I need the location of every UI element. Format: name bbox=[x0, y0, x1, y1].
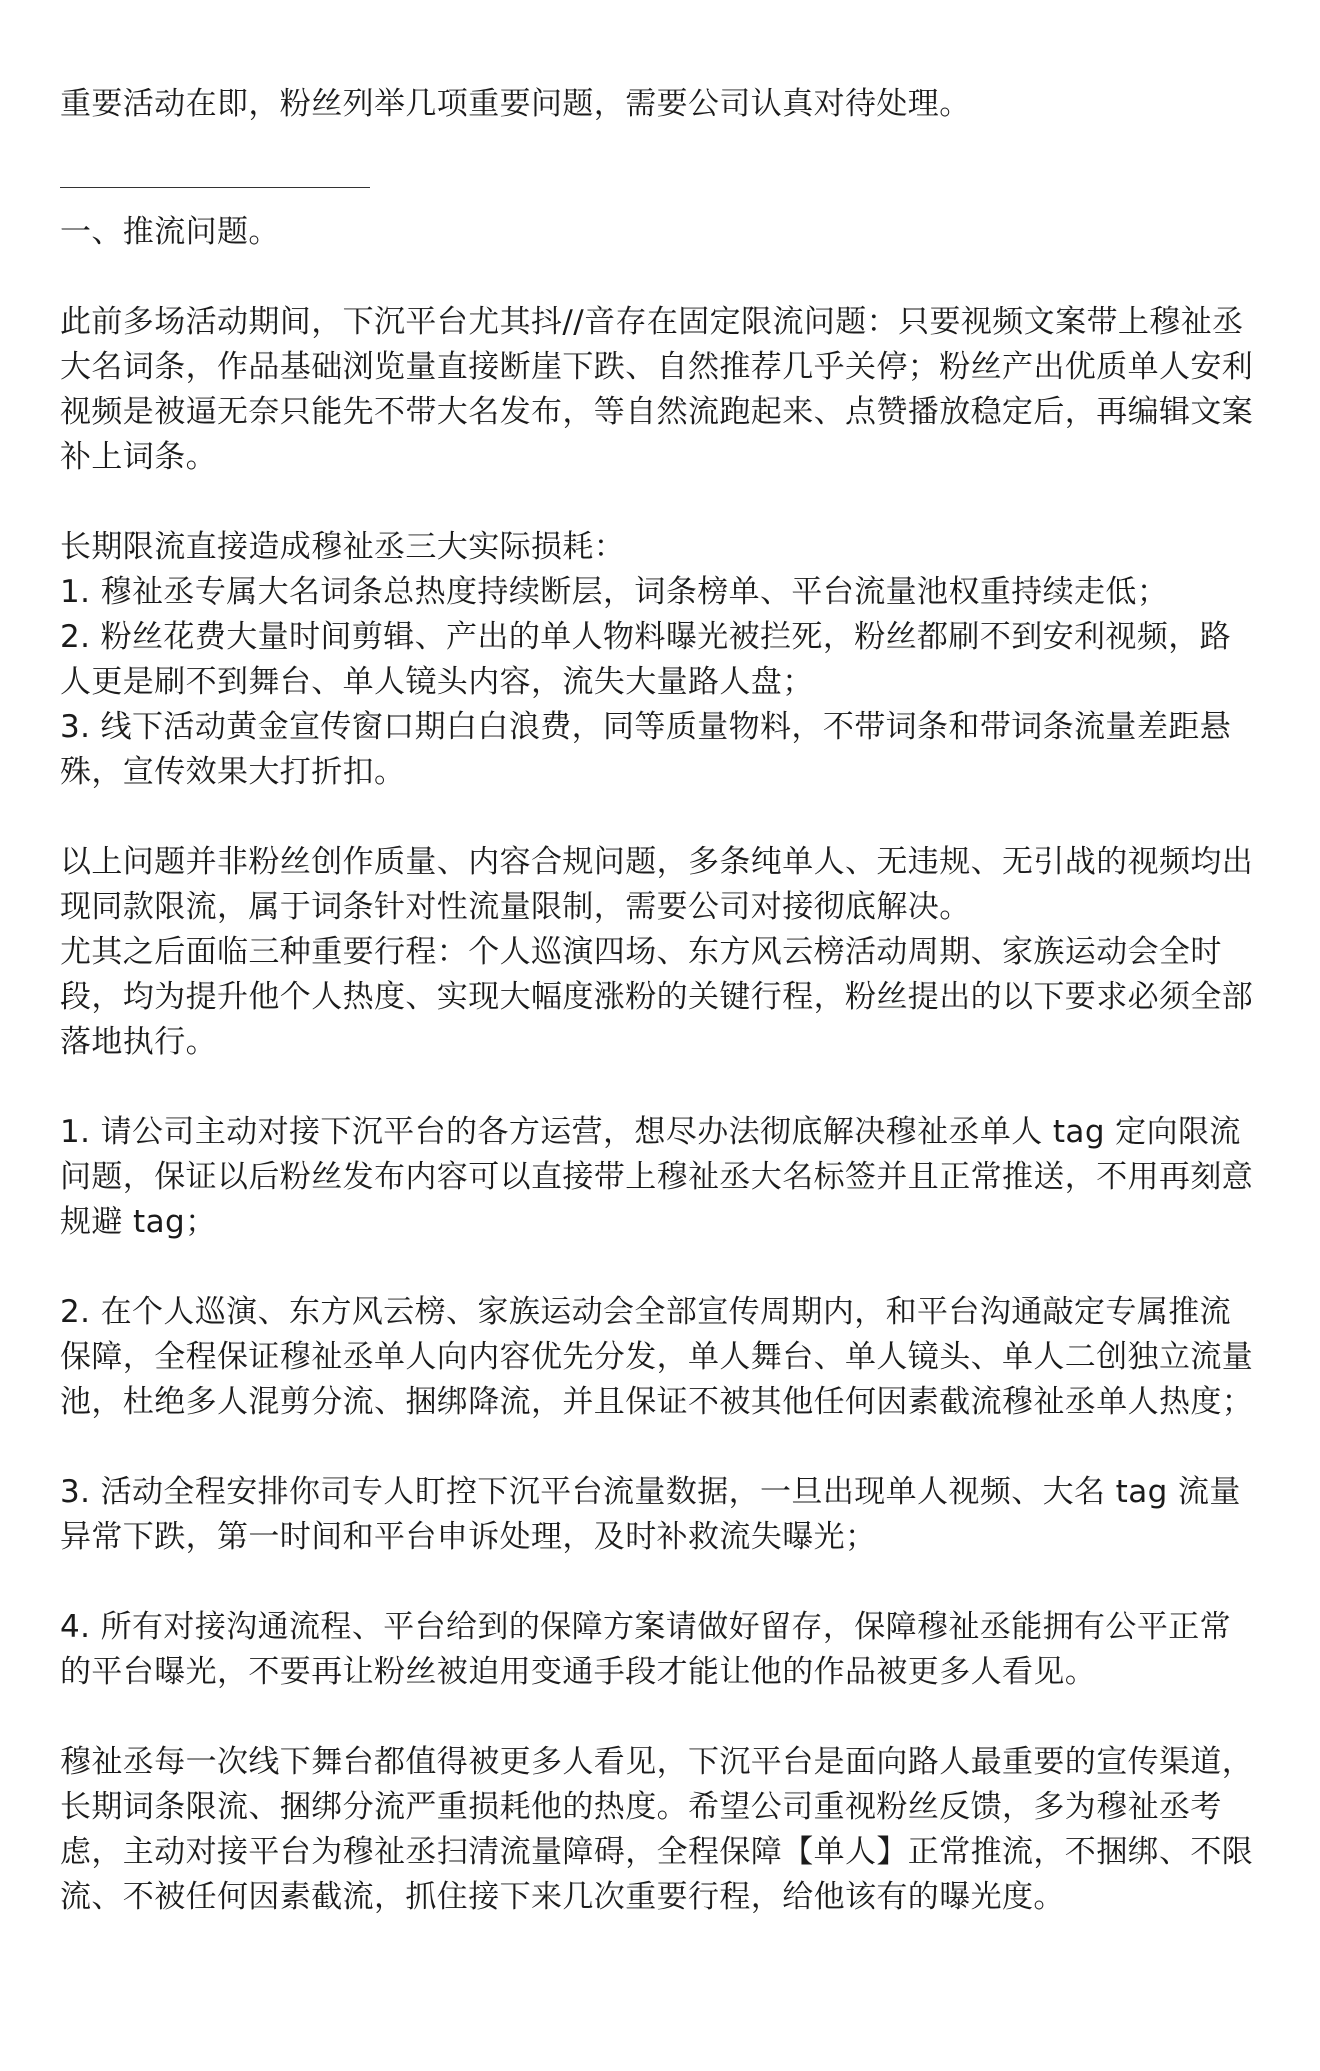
loss-item: 1. 穆祉丞专属大名词条总热度持续断层，词条榜单、平台流量池权重持续走低； bbox=[60, 574, 1169, 610]
request-item: 4. 所有对接沟通流程、平台给到的保障方案请做好留存，保障穆祉丞能拥有公平正常的平台曝光，不要再让粉丝被迫用变通手段才能让他的作品被更多人看见。 bbox=[60, 1609, 1232, 1690]
request-item: 1. 请公司主动对接下沉平台的各方运营，想尽办法彻底解决穆祉丞单人 tag 定向限流问题，保证以后粉丝发布内容可以直接带上穆祉丞大名标签并且正常推送，不用再刻意规避 tag； bbox=[60, 1114, 1254, 1240]
request-item: 2. 在个人巡演、东方风云榜、家族运动会全部宣传周期内，和平台沟通敲定专属推流保障，全程保证穆祉丞单人向内容优先分发，单人舞台、单人镜头、单人二创独立流量池，杜绝多人混剪分流、捆绑降流，并且保证不被其他任何因素截流穆祉丞单人热度； bbox=[60, 1294, 1254, 1420]
intro-text: 重要活动在即，粉丝列举几项重要问题，需要公司认真对待处理。 bbox=[60, 86, 971, 122]
losses-title: 长期限流直接造成穆祉丞三大实际损耗： bbox=[60, 529, 626, 565]
closing-paragraph: 穆祉丞每一次线下舞台都值得被更多人看见，下沉平台是面向路人最重要的宣传渠道，长期词条限流、捆绑分流严重损耗他的热度。希望公司重视粉丝反馈，多为穆祉丞考虑，主动对接平台为穆祉丞扫清流量障碍，全程保障【单人】正常推流，不捆绑、不限流、不被任何因素截流，抓住接下来几次重要行程，给他该有的曝光度。 bbox=[60, 1744, 1254, 1915]
paragraph-not-quality: 以上问题并非粉丝创作质量、内容合规问题，多条纯单人、无违规、无引战的视频均出现同款限流，属于词条针对性流量限制，需要公司对接彻底解决。 bbox=[60, 844, 1254, 925]
divider-line bbox=[60, 187, 370, 188]
request-item: 3. 活动全程安排你司专人盯控下沉平台流量数据，一旦出现单人视频、大名 tag 流量异常下跌，第一时间和平台申诉处理，及时补救流失曝光； bbox=[60, 1474, 1241, 1555]
section-title: 一、推流问题。 bbox=[60, 214, 280, 250]
loss-item: 3. 线下活动黄金宣传窗口期白白浪费，同等质量物料，不带词条和带词条流量差距悬殊，宣传效果大打折扣。 bbox=[60, 709, 1232, 790]
document-body bbox=[60, 82, 1260, 1920]
loss-item: 2. 粉丝花费大量时间剪辑、产出的单人物料曝光被拦死，粉丝都刷不到安利视频，路人更是刷不到舞台、单人镜头内容，流失大量路人盘； bbox=[60, 619, 1232, 700]
paragraph-restriction: 此前多场活动期间，下沉平台尤其抖//音存在固定限流问题：只要视频文案带上穆祉丞大名词条，作品基础浏览量直接断崖下跌、自然推荐几乎关停；粉丝产出优质单人安利视频是被逼无奈只能先不带大名发布，等自然流跑起来、点赞播放稳定后，再编辑文案补上词条。 bbox=[60, 304, 1254, 475]
paragraph-schedule: 尤其之后面临三种重要行程：个人巡演四场、东方风云榜活动周期、家族运动会全时段，均为提升他个人热度、实现大幅度涨粉的关键行程，粉丝提出的以下要求必须全部落地执行。 bbox=[60, 934, 1254, 1060]
